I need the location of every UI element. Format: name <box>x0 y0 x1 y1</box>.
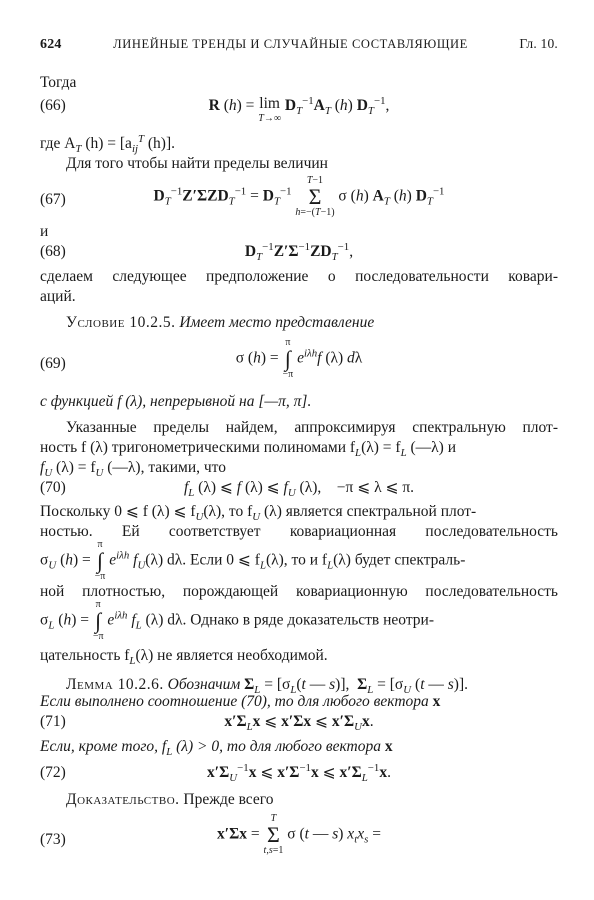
equation-body: x′Σx = T Σ t,s=1 σ (t — s) $x_tx_s$ = <box>217 813 381 856</box>
proof-start: Доказательство. Прежде всего <box>66 791 274 808</box>
equation-body: $f_L$ (λ) ⩽ f (λ) ⩽ $f_U$ (λ), −π ⩽ λ ⩽ π. <box>183 479 415 500</box>
equation-number: (73) <box>40 831 66 848</box>
text-line: цательность $f_L(\lambda)$ не является необходимой. <box>40 647 328 668</box>
text-line: Поскольку 0 ⩽ f (λ) ⩽ $f_U(\lambda)$, то $f_U$ (λ) является спектральной плот- <box>40 503 477 524</box>
page-number: 624 <box>40 37 62 52</box>
text-line: Для того чтобы найти пределы величин <box>66 155 328 172</box>
running-header <box>40 36 558 54</box>
equation-67 <box>40 174 558 224</box>
lemma-10-2-6: Лемма 10.2.6. Обозначим $\Sigma_L = [\sigma_L(t$ — s)], $\Sigma_L = [\sigma_U$ (t — s)]. <box>66 676 468 697</box>
equation-number: (70) <box>40 479 66 496</box>
equation-73 <box>40 812 558 868</box>
equation-body: $D_T^{-1}Z'\Sigma^{-1}ZD_T^{-1}$, <box>244 240 354 264</box>
equation-71 <box>40 712 558 736</box>
equation-number: (68) <box>40 243 66 260</box>
text-line: $\sigma_L$ (h) = π ∫ −π $e^{i\lambda h}$ $f_L$ (λ) dλ. Однако в ряде доказательств неотри- <box>40 599 435 642</box>
equation-72 <box>40 763 558 787</box>
text-line: $f_U$ $(\lambda) = f_U$ (—λ), такими, что <box>40 459 226 480</box>
equation-body: R (h) = lim T→∞ $D_T^{-1}A_T$ (h) $D_T^{-1}$, <box>208 94 390 124</box>
equation-number: (71) <box>40 713 66 730</box>
equation-number: (72) <box>40 764 66 781</box>
text-line: с функцией f (λ), непрерывной на [—π, π]. <box>40 393 312 410</box>
running-title: ЛИНЕЙНЫЕ ТРЕНДЫ И СЛУЧАЙНЫЕ СОСТАВЛЯЮЩИЕ <box>113 37 468 51</box>
text-line: аций. <box>40 288 76 305</box>
condition-10-2-5: Условие 10.2.5. Имеет место представление <box>66 314 375 331</box>
text-line: где $A_T$ $(h) = [a_{ij}^T$ (h)]. <box>40 132 175 156</box>
text-line: Указанные пределы найдем, аппроксимируя спектральную плот- <box>66 419 558 436</box>
equation-66 <box>40 96 558 136</box>
text-line: Если выполнено соотношение (70), то для любого вектора x <box>40 693 441 710</box>
equation-body: $x'\Sigma_U^{-1}x$ ⩽ $x'\Sigma^{-1}x$ ⩽ $x'\Sigma_L^{-1}x$. <box>207 761 391 785</box>
equation-70 <box>40 478 558 502</box>
equation-number: (66) <box>40 97 66 114</box>
chapter-label: Гл. 10. <box>519 36 558 51</box>
equation-number: (69) <box>40 355 66 372</box>
text-line: Тогда <box>40 74 77 91</box>
text-line: сделаем следующее предположение о последовательности ковари- <box>40 268 558 285</box>
equation-number: (67) <box>40 191 66 208</box>
equation-body: $x'\Sigma_Lx$ ⩽ x′Σx ⩽ $x'\Sigma_Ux$. <box>224 713 374 734</box>
equation-body: σ (h) = π ∫ −π $e^{i\lambda h}f$ (λ) dλ <box>235 337 363 380</box>
text-line: $\sigma_U$ (h) = π ∫ −π $e^{i\lambda h}$ $f_U(\lambda)$ dλ. Если 0 ⩽ $f_L(\lambda)$, то и $f_L(\lambda)$ будет спектраль- <box>40 539 466 582</box>
text-line: ность f (λ) тригонометрическими полиномами $f_L(\lambda) = f_L$ (—λ) и <box>40 439 456 460</box>
text-line: и <box>40 223 49 240</box>
text-line: Если, кроме того, $f_L$ (λ) > 0, то для любого вектора x <box>40 738 393 759</box>
text-line: ностью. Ей соответствует ковариационная последовательность <box>40 523 558 540</box>
equation-69 <box>40 336 558 390</box>
text-line: ной плотностью, порождающей ковариационную последовательность <box>40 583 558 600</box>
equation-body: $D_T^{-1}Z'\Sigma ZD_T^{-1} = D_T^{-1}$ T−1 Σ h=−(T−1) σ (h) $A_T$ (h) $D_T^{-1}$ <box>153 175 445 218</box>
